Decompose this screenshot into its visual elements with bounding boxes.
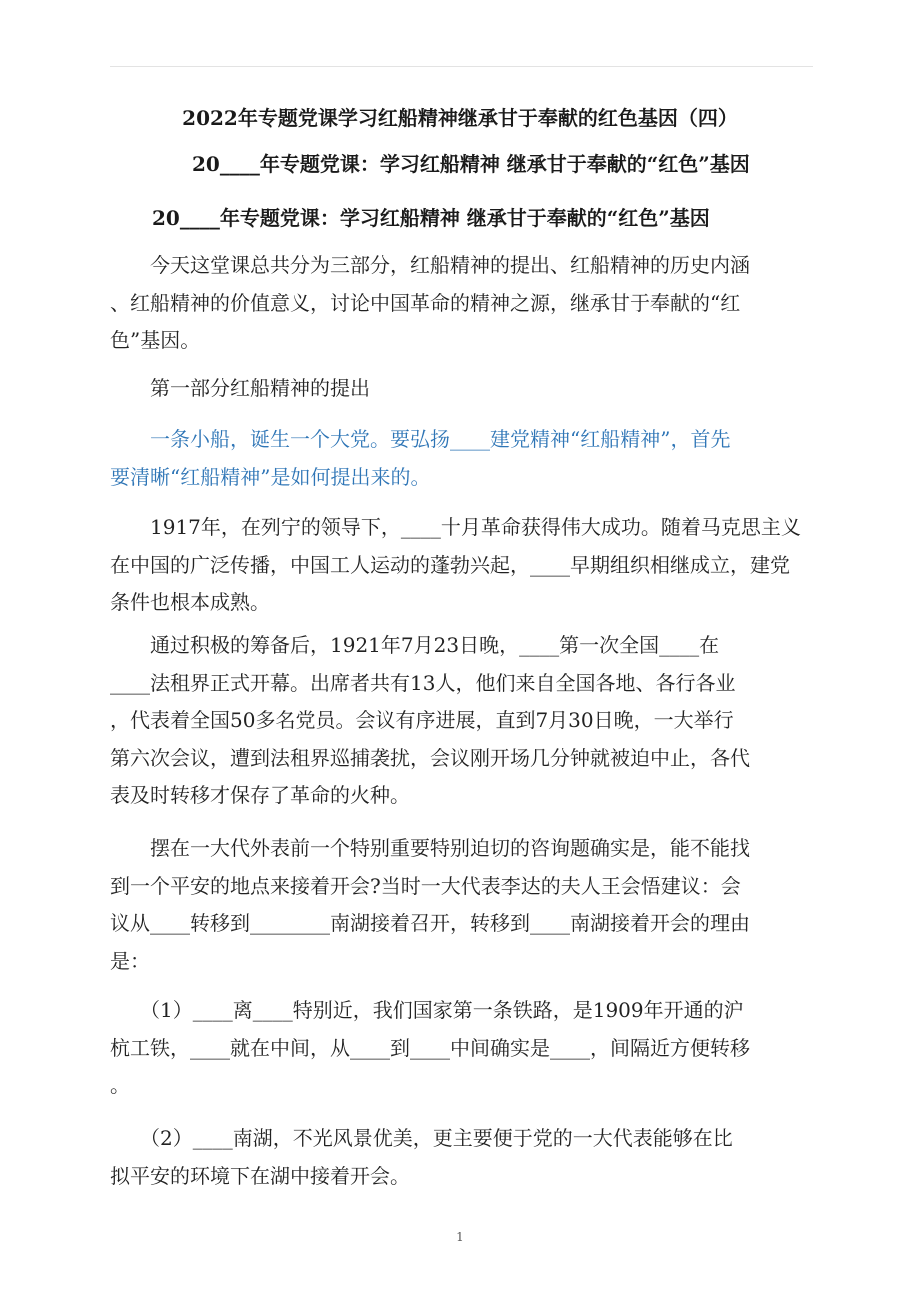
paragraph-reason-2 <box>110 1120 813 1195</box>
text-line: （1）____离____特别近，我们国家第一条铁路，是1909年开通的沪 <box>110 998 744 1022</box>
paragraph-reason-1 <box>110 992 813 1105</box>
document-subtitle: 20____年专题党课：学习红船精神 继承甘于奉献的“红色”基因 <box>192 152 750 176</box>
paragraph-highlight <box>110 421 813 496</box>
text-line: 议从____转移到________南湖接着召开，转移到____南湖接着开会的理由 <box>110 911 750 935</box>
paragraph-question <box>110 830 813 980</box>
text-line: 今天这堂课总共分为三部分，红船精神的提出、红船精神的历史内涵 <box>110 253 750 277</box>
page-number: 1 <box>456 1230 464 1244</box>
section-heading: 20____年专题党课：学习红船精神 继承甘于奉献的“红色”基因 <box>152 206 710 230</box>
text-line: ____法租界正式开幕。出席者共有13人，他们来自全国各地、各行各业 <box>110 670 736 695</box>
text-line: 色”基因。 <box>110 328 201 352</box>
paragraph-1917 <box>110 509 813 622</box>
text-line: 。 <box>110 1073 130 1097</box>
text-line: 通过积极的筹备后，1921年7月23日晚，____第一次全国____在 <box>110 633 720 657</box>
text-line: 要清晰“红船精神”是如何提出来的。 <box>110 464 431 489</box>
header-rule <box>110 66 813 67</box>
text-line: 表及时转移才保存了革命的火种。 <box>110 783 410 807</box>
text-line: 杭工铁，____就在中间，从____到____中间确实是____，间隔近方便转移 <box>110 1035 750 1060</box>
text-line: 是： <box>110 948 150 973</box>
text-line: 在中国的广泛传播，中国工人运动的蓬勃兴起，____早期组织相继成立，建党 <box>110 552 790 577</box>
text-line: 拟平安的环境下在湖中接着开会。 <box>110 1163 410 1188</box>
document-title: 2022年专题党课学习红船精神继承甘于奉献的红色基因（四） <box>182 106 738 130</box>
text-line: ，代表着全国50多名党员。会议有序进展，直到7月30日晚，一大举行 <box>110 708 734 732</box>
text-line: 摆在一大代外表前一个特别重要特别迫切的咨询题确实是，能不能找 <box>110 836 750 860</box>
paragraph-intro <box>110 247 813 360</box>
text-line: 第一部分红船精神的提出 <box>110 376 370 400</box>
text-line: 到一个平安的地点来接着开会?当时一大代表李达的夫人王会悟建议：会 <box>110 873 741 898</box>
paragraph-1921 <box>110 627 813 815</box>
text-line: 第六次会议，遭到法租界巡捕袭扰，会议刚开场几分钟就被迫中止，各代 <box>110 745 750 770</box>
text-line: （2）____南湖，不光风景优美，更主要便于党的一大代表能够在比 <box>110 1126 733 1150</box>
text-line: 条件也根本成熟。 <box>110 590 270 614</box>
paragraph-part-one-heading <box>110 370 813 408</box>
text-line: 1917年，在列宁的领导下，____十月革命获得伟大成功。随着马克思主义 <box>110 515 801 539</box>
text-line: 一条小船，诞生一个大党。要弘扬____建党精神“红船精神”，首先 <box>110 427 731 451</box>
text-line: 、红船精神的价值意义，讨论中国革命的精神之源，继承甘于奉献的“红 <box>110 290 741 315</box>
